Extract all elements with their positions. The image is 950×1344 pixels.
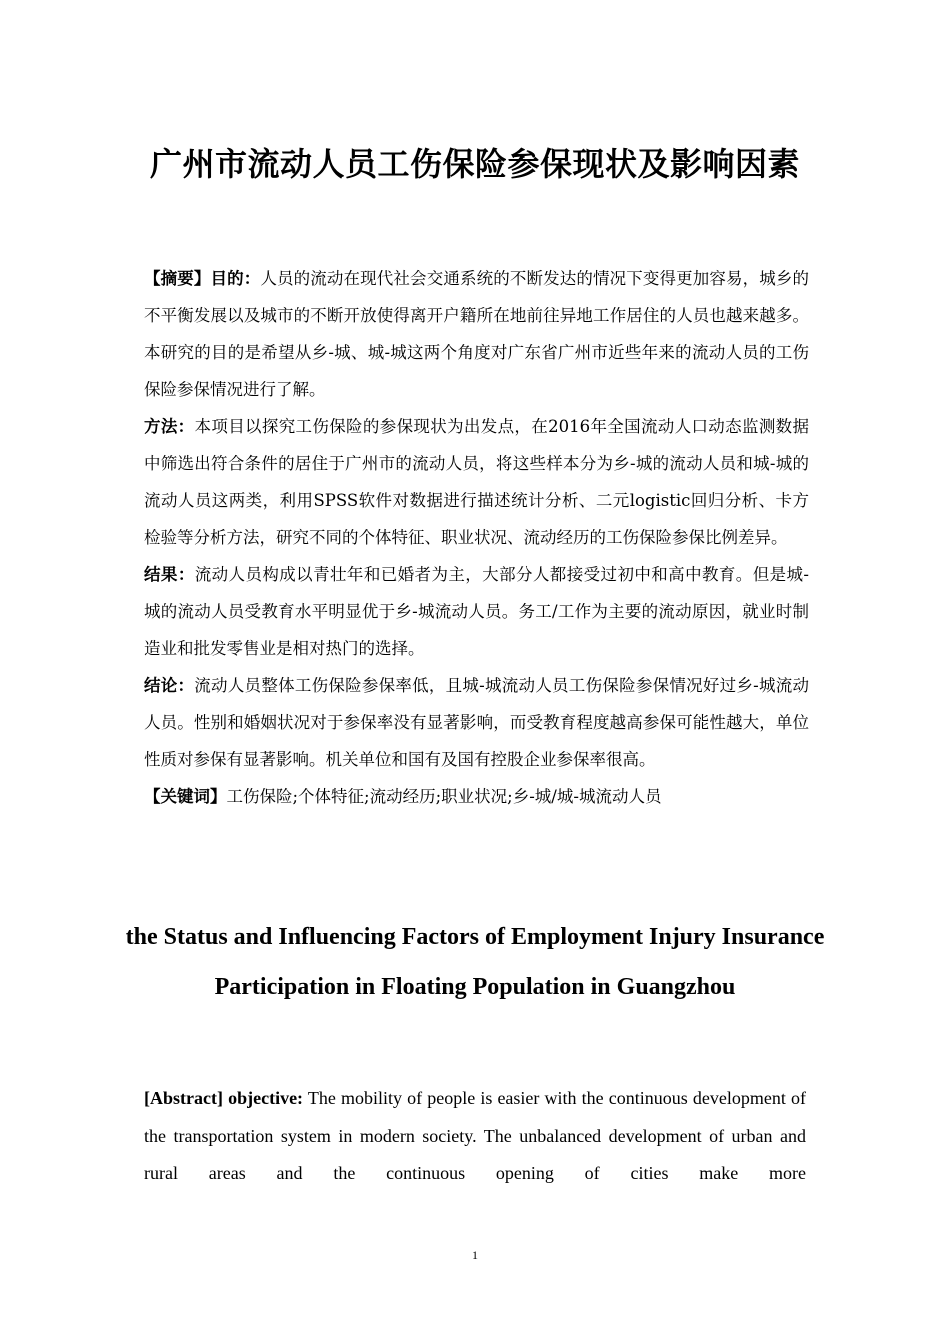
- conclusion-paragraph: [144, 667, 809, 778]
- methods-text: 本项目以探究工伤保险的参保现状为出发点，在2016年全国流动人口动态监测数据中筛选出符合条件的居住于广州市的流动人员，将这些样本分为乡-城的流动人员和城-城的流动人员这两类，利用SPSS软件对数据进行描述统计分析、二元logistic回归分析、卡方检验等分析方法，研究不同的个体特征、职业状况、流动经历的工伤保险参保比例差异。: [144, 417, 809, 547]
- english-abstract-text: The mobility of people is easier with the continuous development of the transportation system in modern society. The unbalanced development of urban and rural areas and the continuous opening of cities make more: [144, 1088, 806, 1183]
- chinese-abstract: [144, 260, 809, 815]
- results-label: 结果：: [144, 565, 195, 584]
- english-title: the Status and Influencing Factors of Employment Injury Insurance Participation in Floating Population in Guangzhou: [125, 924, 825, 1000]
- conclusion-text: 流动人员整体工伤保险参保率低，且城-城流动人员工伤保险参保情况好过乡-城流动人员。性别和婚姻状况对于参保率没有显著影响，而受教育程度越高参保可能性越大，单位性质对参保有显著影响。机关单位和国有及国有控股企业参保率很高。: [144, 676, 809, 769]
- keywords-label: 【关键词】: [144, 787, 227, 806]
- chinese-title: 广州市流动人员工伤保险参保现状及影响因素: [149, 145, 800, 183]
- english-abstract-label: [Abstract] objective:: [144, 1088, 304, 1108]
- conclusion-label: 结论：: [144, 676, 195, 695]
- keywords-text: 工伤保险;个体特征;流动经历;职业状况;乡-城/城-城流动人员: [226, 787, 662, 806]
- results-text: 流动人员构成以青壮年和已婚者为主，大部分人都接受过初中和高中教育。但是城-城的流动人员受教育水平明显优于乡-城流动人员。务工/工作为主要的流动原因，就业时制造业和批发零售业是相对热门的选择。: [144, 565, 810, 658]
- page-number: 1: [472, 1248, 478, 1262]
- results-paragraph: [144, 556, 809, 667]
- abstract-text: 人员的流动在现代社会交通系统的不断发达的情况下变得更加容易，城乡的不平衡发展以及城市的不断开放使得离开户籍所在地前往异地工作居住的人员也越来越多。本研究的目的是希望从乡-城、城-城这两个角度对广东省广州市近些年来的流动人员的工伤保险参保情况进行了解。: [144, 269, 810, 399]
- methods-paragraph: [144, 408, 809, 556]
- methods-label: 方法：: [144, 417, 195, 436]
- english-abstract: [144, 1080, 806, 1193]
- abstract-paragraph: [144, 260, 809, 408]
- keywords-paragraph: [144, 778, 809, 815]
- abstract-label: 【摘要】目的：: [144, 269, 261, 288]
